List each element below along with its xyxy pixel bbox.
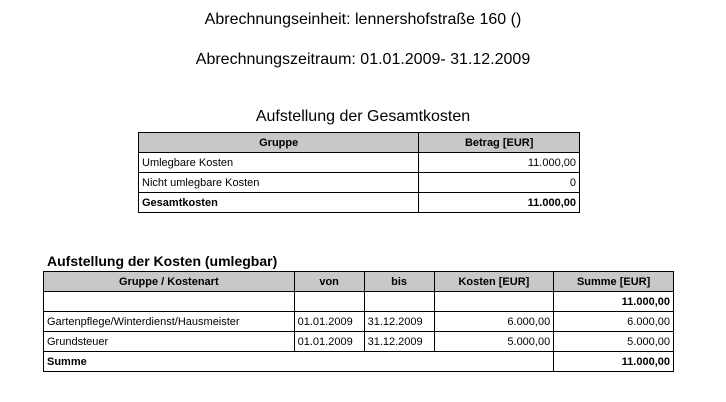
total-row (44, 352, 674, 372)
abrechnungszeitraum-heading: Abrechnungszeitraum: 01.01.2009- 31.12.2009 (195, 51, 531, 68)
table-row (44, 312, 674, 332)
group-row (44, 292, 674, 312)
table-row (44, 332, 674, 352)
gesamtkosten-table (138, 132, 580, 213)
abrechnungseinheit-heading: Abrechnungseinheit: lennershofstraße 160 () (204, 11, 522, 28)
cell-summe: 11.000,00 (554, 292, 674, 312)
cell-gruppe: Nicht umlegbare Kosten (139, 173, 419, 193)
cell-summe: 11.000,00 (554, 352, 674, 372)
cell-bis: 31.12.2009 (364, 312, 434, 332)
umlegbar-table (43, 271, 674, 372)
cell-kostenart: Grundsteuer (44, 332, 295, 352)
cell-bis: 31.12.2009 (364, 332, 434, 352)
column-header-betrag: Betrag [EUR] (419, 133, 580, 153)
total-row (139, 193, 580, 213)
cell-betrag: 0 (419, 173, 580, 193)
cell-summe: 5.000,00 (554, 332, 674, 352)
table-header-row (139, 133, 580, 153)
cell-kosten (434, 292, 554, 312)
cell-kostenart (44, 292, 295, 312)
cell-kosten: 5.000,00 (434, 332, 554, 352)
column-header-kosten: Kosten [EUR] (434, 272, 554, 292)
cell-kosten: 6.000,00 (434, 312, 554, 332)
cell-betrag: 11.000,00 (419, 153, 580, 173)
cell-kostenart: Gartenpflege/Winterdienst/Hausmeister (44, 312, 295, 332)
column-header-summe: Summe [EUR] (554, 272, 674, 292)
column-header-von: von (294, 272, 364, 292)
cell-von: 01.01.2009 (294, 332, 364, 352)
table-row (139, 173, 580, 193)
umlegbar-title: Aufstellung der Kosten (umlegbar) (47, 253, 278, 269)
cell-von (294, 292, 364, 312)
cell-gruppe: Umlegbare Kosten (139, 153, 419, 173)
table-header-row (44, 272, 674, 292)
column-header-kostenart: Gruppe / Kostenart (44, 272, 295, 292)
cell-betrag: 11.000,00 (419, 193, 580, 213)
column-header-bis: bis (364, 272, 434, 292)
column-header-gruppe: Gruppe (139, 133, 419, 153)
cell-bis (364, 292, 434, 312)
table-row (139, 153, 580, 173)
gesamtkosten-title: Aufstellung der Gesamtkosten (255, 108, 471, 125)
cell-von: 01.01.2009 (294, 312, 364, 332)
cell-summe: 6.000,00 (554, 312, 674, 332)
total-label: Summe (44, 352, 554, 372)
cell-gruppe: Gesamtkosten (139, 193, 419, 213)
